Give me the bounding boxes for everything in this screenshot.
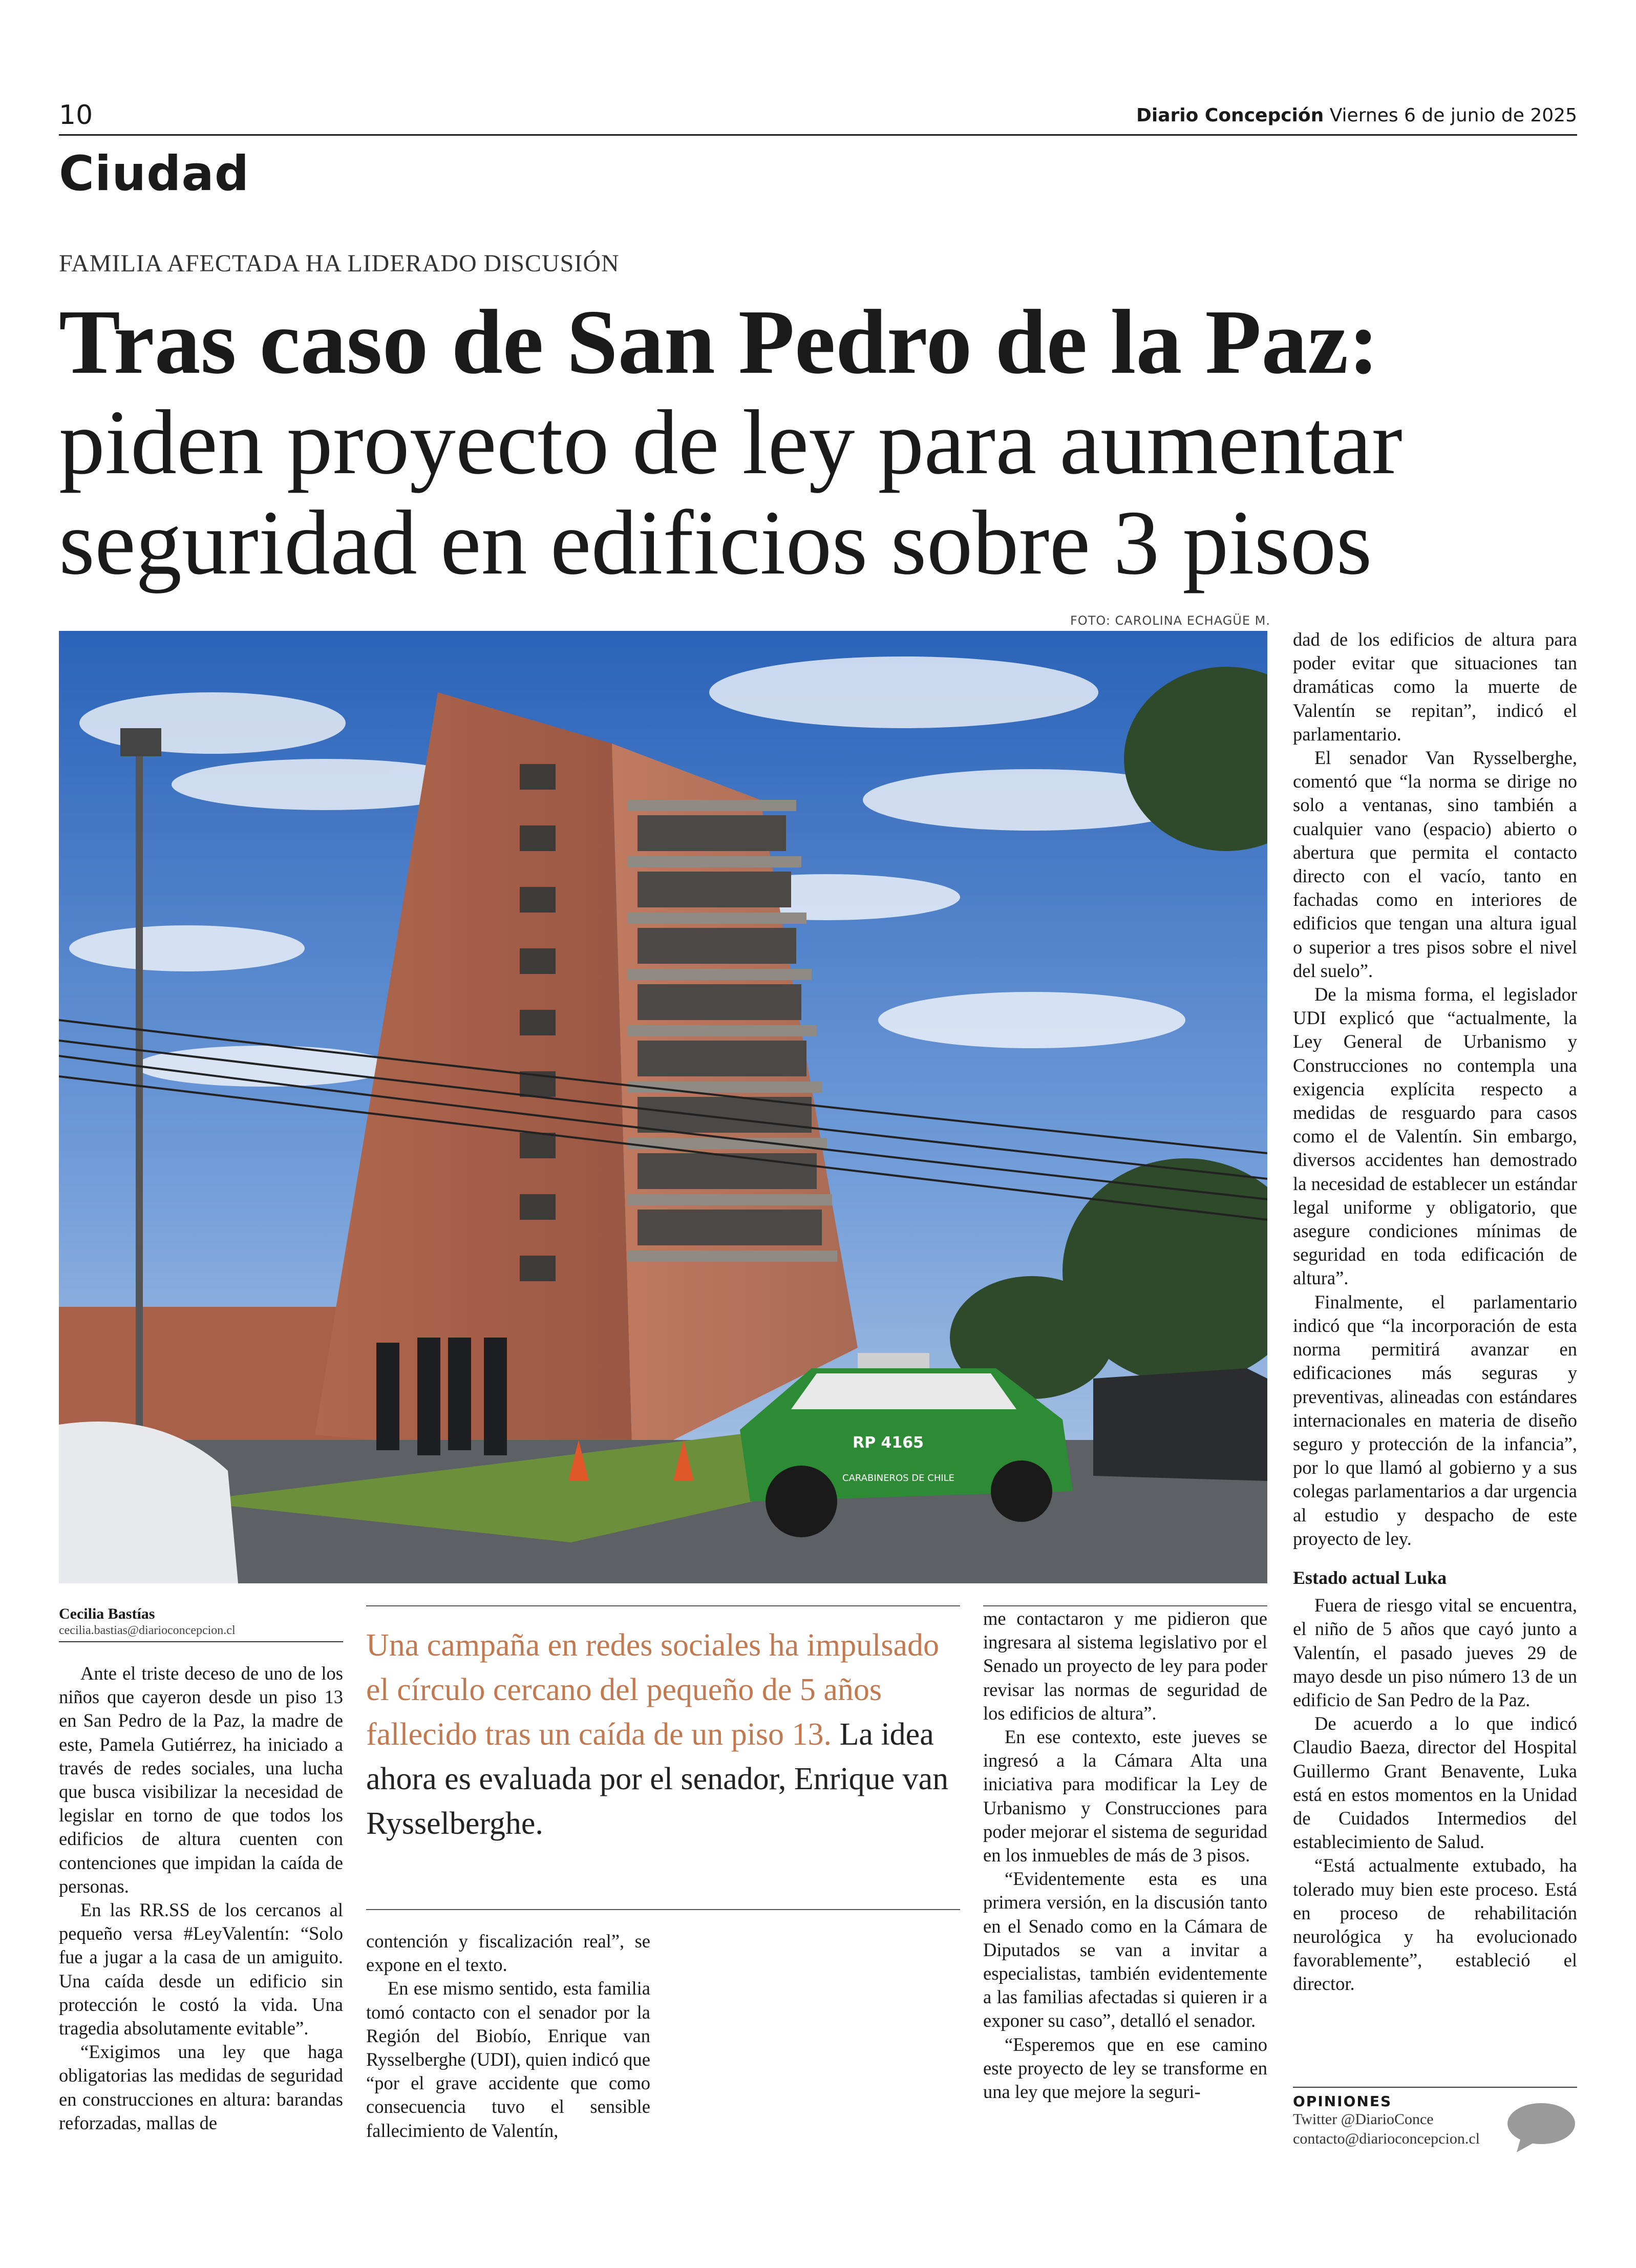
newspaper-name: Diario Concepción [1136,105,1324,126]
paragraph: dad de los edificios de altura para poder evitar que situaciones tan dramáticas como la muerte de Valentín se repitan”, indicó el parlamentario. [1293,629,1577,745]
paragraph: En ese mismo sentido, esta familia tomó contacto con el senador por la Región del Biobío, Enrique van Rysselberghe (UDI), quien indicó que “por el grave accidente que como consecuencia tuvo el sensible fallecimiento de Valentín, [366,1978,650,2141]
byline [59,1605,343,1642]
paragraph: De la misma forma, el legislador UDI explicó que “actualmente, la Ley General de Urbanismo y Construcciones no contempla una exigencia explícita respecto a medidas de resguardo para casos como el de Valentín. Sin embargo, diversos accidentes han demostrado la necesidad de establecer un estándar legal uniforme y obligatorio, que asegure condiciones mínimas de seguridad en toda edificación de altura”. [1293,984,1577,1289]
pullquote [366,1623,960,1846]
headline-rest: piden proyecto de ley para aumentar seguridad en edificios sobre 3 pisos [59,391,1403,594]
headline [59,292,1577,593]
body-column-4 [1293,628,1577,1996]
byline-rule [59,1641,343,1642]
opinions-box [1293,2087,1577,2149]
paragraph: El senador Van Rysselberghe, comentó que “la norma se dirige no solo a ventanas, sino también a cualquier vano (espacio) abierto o abertura que permita el contacto directo con el vacío, tanto en fachadas como en interiores de edificios que tengan una altura igual o superior a tres pisos sobre el nivel del suelo”. [1293,747,1577,981]
paragraph: En ese contexto, este jueves se ingresó a la Cámara Alta una iniciativa para modificar la Ley de Urbanismo y Construcciones para poder mejorar el sistema de seguridad en los inmuebles de más de 3 pisos. [983,1726,1267,1866]
paragraph: “Está actualmente extubado, ha tolerado muy bien este proceso. Está en proceso de rehabilitación neurológica y ha evolucionado favorablemente”, estableció el director. [1293,1855,1577,1995]
paragraph: me contactaron y me pidieron que ingresara al sistema legislativo por el Senado un proyecto de ley para poder revisar las normas de seguridad de los edificios de altura”. [983,1608,1267,1724]
headline-bold: Tras caso de San Pedro de la Paz: [59,291,1379,393]
issue-date: Viernes 6 de junio de 2025 [1329,105,1577,126]
body-column-2 [366,1930,650,2143]
paragraph: De acuerdo a lo que indicó Claudio Baeza, director del Hospital Guillermo Grant Benavente, Luka está en estos momentos en la Unidad de Cuidados Intermedios del establecimiento de Salud. [1293,1713,1577,1853]
paragraph: “Evidentemente esta es una primera versión, en la discusión tanto en el Senado como en la Cámara de Diputados se van a invitar a especialistas, también evidentemente a las familias afectadas si quieren ir a exponer su caso”, detalló el senador. [983,1868,1267,2031]
pullquote-text: La idea ahora es evaluada por el senador, Enrique van Rysselberghe. [366,1717,949,1841]
body-column-3 [983,1607,1267,2104]
opinions-twitter[interactable]: Twitter @DiarioConce [1293,2111,1434,2128]
car-door-text: CARABINEROS DE CHILE [842,1473,955,1483]
author-name: Cecilia Bastías [59,1605,155,1622]
pullquote-highlight: Una campaña en redes sociales ha impulsado el círculo cercano del pequeño de 5 años fallecido tras un caída de un piso 13. [366,1628,940,1752]
speech-bubble-icon [1505,2102,1577,2153]
paragraph: “Exigimos una ley que haga obligatorias las medidas de seguridad en construcciones en altura: barandas reforzadas, mallas de [59,2041,343,2133]
header-rule [59,134,1577,136]
paragraph: Ante el triste deceso de uno de los niños que cayeron desde un piso 13 en San Pedro de la Paz, la madre de este, Pamela Gutiérrez, ha iniciado a través de redes sociales, una lucha que busca visibilizar la necesidad de legislar en torno de que todos los edificios de altura cuenten con contenciones que impidan la caída de personas. [59,1663,343,1897]
opinions-rule [1293,2087,1577,2088]
column-3-rule [983,1605,1267,1606]
masthead [1136,105,1577,126]
section-title: Ciudad [59,146,250,202]
pullquote-rule-top [366,1605,960,1606]
opinions-title: OPINIONES [1293,2093,1392,2110]
car-plate-text: RP 4165 [853,1434,924,1452]
opinions-email[interactable]: contacto@diarioconcepcion.cl [1293,2130,1480,2147]
article-photo [59,631,1267,1583]
paragraph: Fuera de riesgo vital se encuentra, el niño de 5 años que cayó junto a Valentín, el pasado jueves 29 de mayo desde un piso número 13 de un edificio de San Pedro de la Paz. [1293,1595,1577,1710]
photo-credit: FOTO: CAROLINA ECHAGÜE M. [1070,613,1270,628]
pullquote-rule-bottom [366,1909,960,1910]
body-column-1 [59,1662,343,2135]
paragraph: “Esperemos que en ese camino este proyecto de ley se transforme en una ley que mejore la seguri- [983,2033,1267,2103]
paragraph: En las RR.SS de los cercanos al pequeño versa #LeyValentín: “Solo fue a jugar a la casa de un amiguito. Una caída desde un edificio sin protección le costó la vida. Una tragedia absolutamente evitable”. [59,1899,343,2039]
paragraph: Finalmente, el parlamentario indicó que “la incorporación de esta norma permitirá avanzar en edificaciones más seguras y preventivas, alineadas con estándares internacionales en materia de diseño seguro y protección de la infancia”, por lo que llamó al gobierno y a sus colegas parlamentarios a dar urgencia al estudio y despacho de este proyecto de ley. [1293,1291,1577,1549]
kicker: FAMILIA AFECTADA HA LIDERADO DISCUSIÓN [59,250,620,277]
page-number: 10 [59,100,93,131]
subheading: Estado actual Luka [1293,1567,1447,1588]
author-email[interactable]: cecilia.bastias@diarioconcepcion.cl [59,1624,236,1637]
paragraph: contención y fiscalización real”, se expone en el texto. [366,1931,650,1976]
